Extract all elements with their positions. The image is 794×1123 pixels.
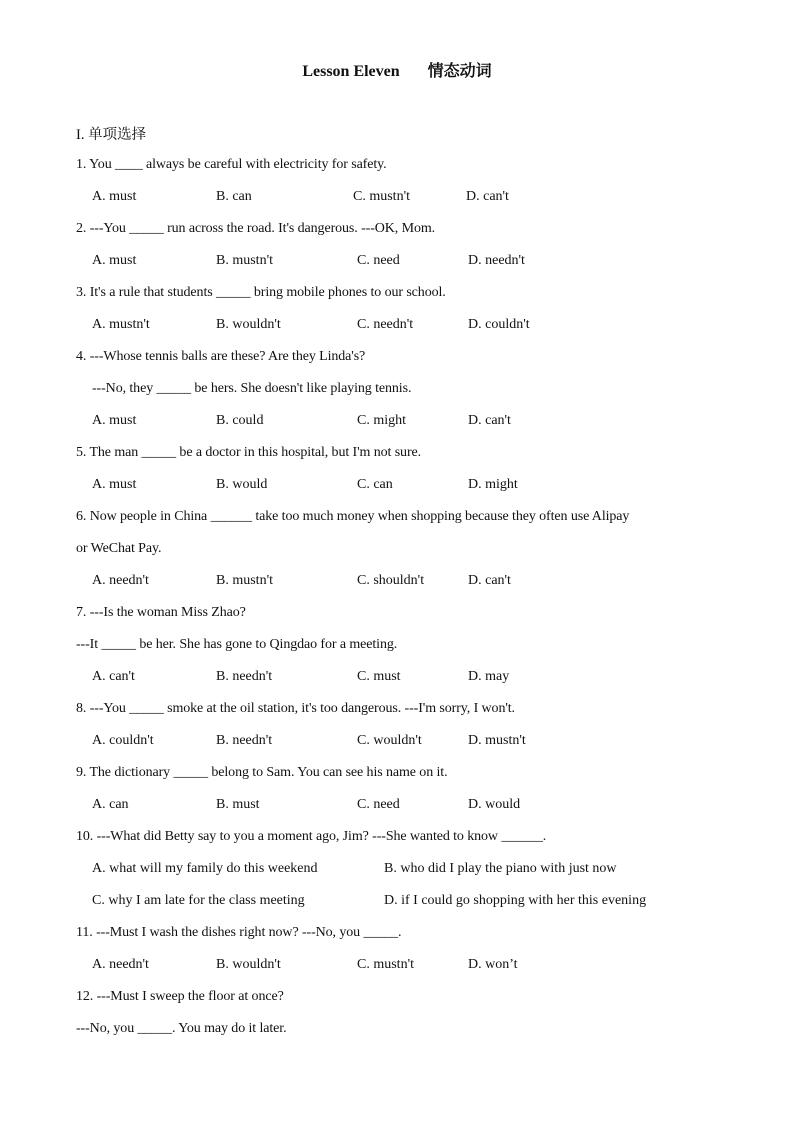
question-7-option-a: A. can't [92, 669, 135, 684]
question-1-option-b: B. can [216, 189, 252, 204]
question-2-option-d: D. needn't [468, 253, 525, 268]
question-10-option-d: D. if I could go shopping with her this evening [384, 893, 647, 908]
question-6-option-c: C. shouldn't [357, 573, 425, 588]
question-2-option-c: C. need [357, 253, 400, 268]
question-7-stem: 7. ---Is the woman Miss Zhao? [76, 605, 246, 620]
question-2-option-a: A. must [92, 253, 137, 268]
question-6-option-a: A. needn't [92, 573, 149, 588]
question-1-option-d: D. can't [466, 189, 509, 204]
question-4-option-c: C. might [357, 413, 407, 428]
question-3-option-d: D. couldn't [468, 317, 530, 332]
question-11-option-d: D. won’t [468, 957, 518, 972]
question-9-option-a: A. can [92, 797, 129, 812]
question-5-option-b: B. would [216, 477, 268, 492]
question-11-stem: 11. ---Must I wash the dishes right now? ---No, you _____. [76, 925, 402, 940]
question-1-stem: 1. You ____ always be careful with electricity for safety. [76, 157, 387, 172]
question-6-stem-line-2: or WeChat Pay. [76, 541, 162, 556]
question-10-option-c: C. why I am late for the class meeting [92, 893, 305, 908]
question-4-stem-line-2: ---No, they _____ be hers. She doesn't like playing tennis. [92, 381, 412, 396]
question-9-option-d: D. would [468, 797, 521, 812]
question-3-option-c: C. needn't [357, 317, 414, 332]
question-9-stem: 9. The dictionary _____ belong to Sam. You can see his name on it. [76, 765, 448, 780]
question-11-option-c: C. mustn't [357, 957, 414, 972]
question-3-option-a: A. mustn't [92, 317, 150, 332]
question-10-option-a: A. what will my family do this weekend [92, 861, 318, 876]
question-4-option-d: D. can't [468, 413, 511, 428]
question-3-option-b: B. wouldn't [216, 317, 281, 332]
question-5-option-a: A. must [92, 477, 137, 492]
question-12-stem-line-2: ---No, you _____. You may do it later. [76, 1021, 287, 1036]
question-9-option-c: C. need [357, 797, 400, 812]
question-10-stem: 10. ---What did Betty say to you a moment ago, Jim? ---She wanted to know ______. [76, 829, 547, 844]
question-1-option-c: C. mustn't [353, 189, 410, 204]
question-2-stem: 2. ---You _____ run across the road. It's dangerous. ---OK, Mom. [76, 221, 436, 236]
title-english: Lesson Eleven [302, 63, 400, 80]
question-7-option-c: C. must [357, 669, 401, 684]
question-12-stem: 12. ---Must I sweep the floor at once? [76, 989, 284, 1004]
question-8-option-d: D. mustn't [468, 733, 526, 748]
question-5-stem: 5. The man _____ be a doctor in this hospital, but I'm not sure. [76, 445, 422, 460]
question-9-option-b: B. must [216, 797, 260, 812]
question-11-option-a: A. needn't [92, 957, 149, 972]
question-1-option-a: A. must [92, 189, 137, 204]
question-4-option-a: A. must [92, 413, 137, 428]
question-4-stem: 4. ---Whose tennis balls are these? Are they Linda's? [76, 349, 366, 364]
question-5-option-c: C. can [357, 477, 393, 492]
question-2-option-b: B. mustn't [216, 253, 273, 268]
question-8-option-b: B. needn't [216, 733, 273, 748]
question-8-stem: 8. ---You _____ smoke at the oil station, it's too dangerous. ---I'm sorry, I won't. [76, 701, 515, 716]
question-6-option-d: D. can't [468, 573, 511, 588]
title-chinese: 情态动词 [427, 63, 492, 80]
question-11-option-b: B. wouldn't [216, 957, 281, 972]
question-3-stem: 3. It's a rule that students _____ bring mobile phones to our school. [76, 285, 446, 300]
section-heading: I. 单项选择 [76, 127, 147, 143]
question-5-option-d: D. might [468, 477, 518, 492]
question-8-option-a: A. couldn't [92, 733, 154, 748]
question-7-option-d: D. may [468, 669, 510, 684]
question-6-stem: 6. Now people in China ______ take too much money when shopping because they often use Alipay [76, 509, 630, 524]
page-title [0, 58, 794, 81]
question-8-option-c: C. wouldn't [357, 733, 422, 748]
question-4-option-b: B. could [216, 413, 264, 428]
question-7-option-b: B. needn't [216, 669, 273, 684]
question-7-stem-line-2: ---It _____ be her. She has gone to Qingdao for a meeting. [76, 637, 398, 652]
question-6-option-b: B. mustn't [216, 573, 273, 588]
question-10-option-b: B. who did I play the piano with just now [384, 861, 617, 876]
